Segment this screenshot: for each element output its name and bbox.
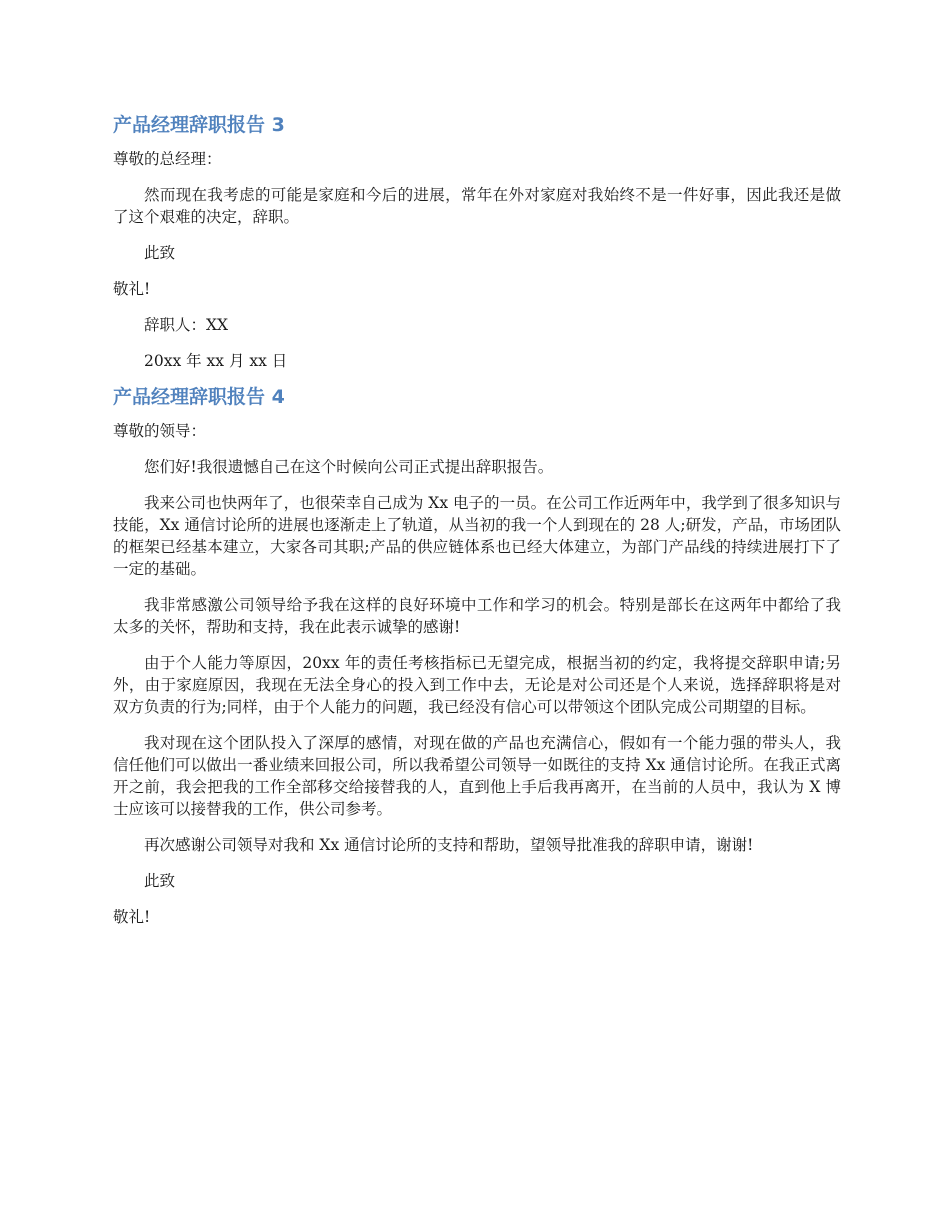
paragraph-4-6: 再次感谢公司领导对我和 Xx 通信讨论所的支持和帮助，望领导批准我的辞职申请，谢谢! <box>144 836 754 854</box>
closing-salute-3: 敬礼! <box>113 280 151 298</box>
section-title-4: 产品经理辞职报告 4 <box>113 386 285 408</box>
paragraph-4-3: 我非常感激公司领导给予我在这样的良好环境中工作和学习的机会。特别是部长在这两年中都给了我太多的关怀，帮助和支持，我在此表示诚挚的感谢! <box>113 596 841 636</box>
paragraph-4-5: 我对现在这个团队投入了深厚的感情，对现在做的产品也充满信心，假如有一个能力强的带头人，我信任他们可以做出一番业绩来回报公司，所以我希望公司领导一如既往的支持 Xx 通信讨论所。在我正式离开之前，我会把我的工作全部移交给接替我的人，直到他上手后我再离开，在当前的人员中，我认为 X 博士应该可以接替我的工作，供公司参考。 <box>113 734 841 818</box>
document-page <box>113 112 841 942</box>
paragraph-4-4: 由于个人能力等原因，20xx 年的责任考核指标已无望完成，根据当初的约定，我将提交辞职申请;另外，由于家庭原因，我现在无法全身心的投入到工作中去，无论是对公司还是个人来说，选择辞职将是对双方负责的行为;同样，由于个人能力的问题，我已经没有信心可以带领这个团队完成公司期望的目标。 <box>113 654 841 716</box>
date-3: 20xx 年 xx 月 xx 日 <box>144 352 288 370</box>
section-title-3: 产品经理辞职报告 3 <box>113 114 285 136</box>
paragraph-4-2: 我来公司也快两年了，也很荣幸自己成为 Xx 电子的一员。在公司工作近两年中，我学到了很多知识与技能，Xx 通信讨论所的进展也逐渐走上了轨道，从当初的我一个人到现在的 28 人;研发，产品，市场团队的框架已经基本建立，大家各司其职;产品的供应链体系也已经大体建立，为部门产品线的持续进展打下了一定的基础。 <box>113 494 841 578</box>
salutation-3: 尊敬的总经理： <box>113 150 222 168</box>
salutation-4: 尊敬的领导： <box>113 422 207 440</box>
paragraph-3-1: 然而现在我考虑的可能是家庭和今后的进展，常年在外对家庭对我始终不是一件好事，因此我还是做了这个艰难的决定，辞职。 <box>113 186 841 226</box>
closing-salute-4: 敬礼! <box>113 908 151 926</box>
closing-regards-4: 此致 <box>144 872 176 890</box>
paragraph-4-1: 您们好!我很遗憾自己在这个时候向公司正式提出辞职报告。 <box>144 458 554 476</box>
closing-regards-3: 此致 <box>144 244 176 262</box>
signer-3: 辞职人：XX <box>144 316 229 334</box>
